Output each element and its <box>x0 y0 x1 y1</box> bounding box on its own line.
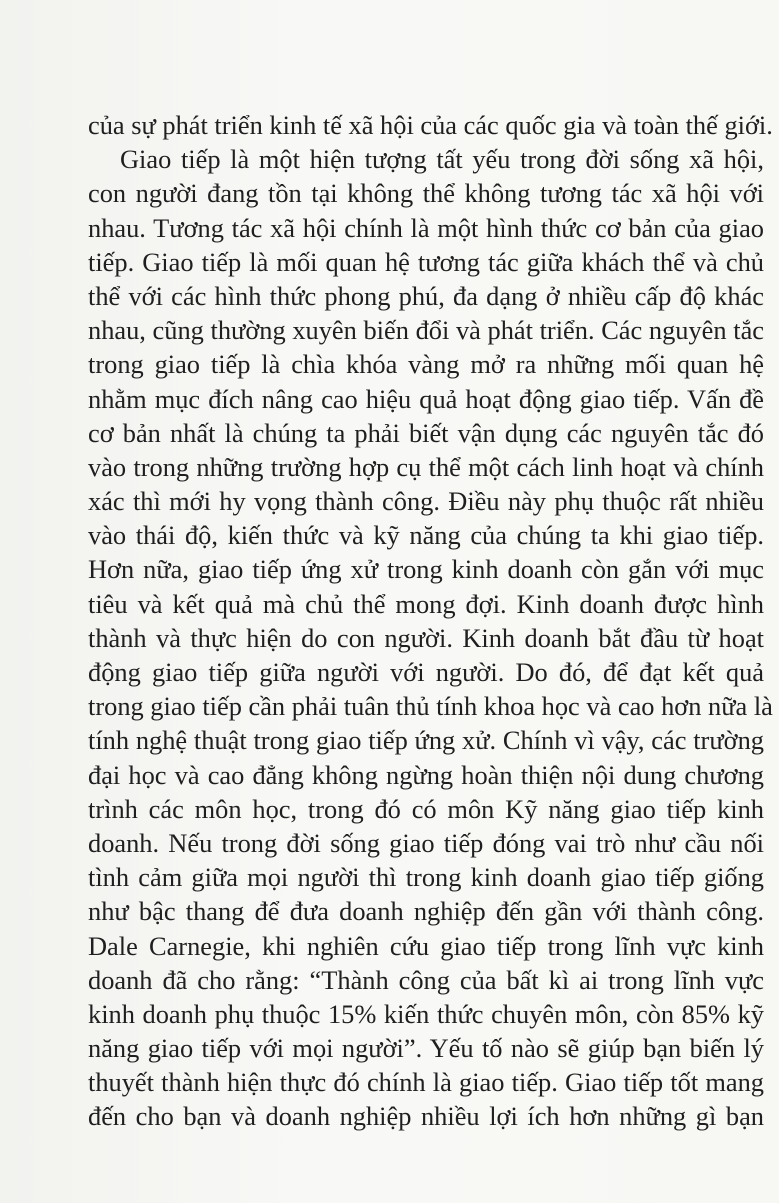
text-line: kinh doanh phụ thuộc 15% kiến thức chuyên môn, còn 85% kỹ <box>88 998 764 1029</box>
text-line: doanh. Nếu trong đời sống giao tiếp đóng vai trò như cầu nối <box>88 827 764 858</box>
text-line: vào thái độ, kiến thức và kỹ năng của chúng ta khi giao tiếp. <box>88 520 764 551</box>
body-text <box>88 108 773 1134</box>
text-line: con người đang tồn tại không thể không tương tác xã hội với <box>88 178 764 209</box>
text-line: thành và thực hiện do con người. Kinh doanh bắt đầu từ hoạt <box>88 622 764 653</box>
text-line: tiêu và kết quả mà chủ thể mong đợi. Kinh doanh được hình <box>88 588 764 619</box>
text-line: của sự phát triển kinh tế xã hội của các quốc gia và toàn thế giới. <box>88 110 773 140</box>
text-line: Hơn nữa, giao tiếp ứng xử trong kinh doanh còn gắn với mục <box>88 554 764 585</box>
text-line: đến cho bạn và doanh nghiệp nhiều lợi ích hơn những gì bạn <box>88 1101 764 1132</box>
text-line: doanh đã cho rằng: “Thành công của bất kì ai trong lĩnh vực <box>88 964 764 995</box>
text-line: tình cảm giữa mọi người thì trong kinh doanh giao tiếp giống <box>88 862 764 893</box>
text-line: nhau. Tương tác xã hội chính là một hình thức cơ bản của giao <box>88 212 764 243</box>
text-line: cơ bản nhất là chúng ta phải biết vận dụng các nguyên tắc đó <box>88 417 764 448</box>
text-line: như bậc thang để đưa doanh nghiệp đến gần với thành công. <box>88 896 764 927</box>
text-line: tiếp. Giao tiếp là mối quan hệ tương tác giữa khách thể và chủ <box>88 246 764 277</box>
text-line: trình các môn học, trong đó có môn Kỹ năng giao tiếp kinh <box>88 793 764 824</box>
text-line: đại học và cao đẳng không ngừng hoàn thiện nội dung chương <box>88 759 764 790</box>
text-line: nhằm mục đích nâng cao hiệu quả hoạt động giao tiếp. Vấn đề <box>88 383 764 414</box>
text-line: năng giao tiếp với mọi người”. Yếu tố nào sẽ giúp bạn biến lý <box>88 1033 764 1064</box>
text-line: xác thì mới hy vọng thành công. Điều này phụ thuộc rất nhiều <box>88 486 764 517</box>
paragraph-first-line: Giao tiếp là một hiện tượng tất yếu trong đời sống xã hội, <box>120 144 764 175</box>
text-line: trong giao tiếp là chìa khóa vàng mở ra những mối quan hệ <box>88 349 764 380</box>
text-line: vào trong những trường hợp cụ thể một cách linh hoạt và chính <box>88 451 764 482</box>
text-line: tính nghệ thuật trong giao tiếp ứng xử. Chính vì vậy, các trường <box>88 725 764 756</box>
text-line: thuyết thành hiện thực đó chính là giao tiếp. Giao tiếp tốt mang <box>88 1067 764 1098</box>
text-line: động giao tiếp giữa người với người. Do đó, để đạt kết quả <box>88 657 764 687</box>
text-line: Dale Carnegie, khi nghiên cứu giao tiếp trong lĩnh vực kinh <box>88 930 764 961</box>
text-line: trong giao tiếp cần phải tuân thủ tính khoa học và cao hơn nữa là <box>88 691 773 722</box>
text-line: thể với các hình thức phong phú, đa dạng ở nhiều cấp độ khác <box>88 280 764 311</box>
text-line: nhau, cũng thường xuyên biến đổi và phát triển. Các nguyên tắc <box>88 315 764 346</box>
